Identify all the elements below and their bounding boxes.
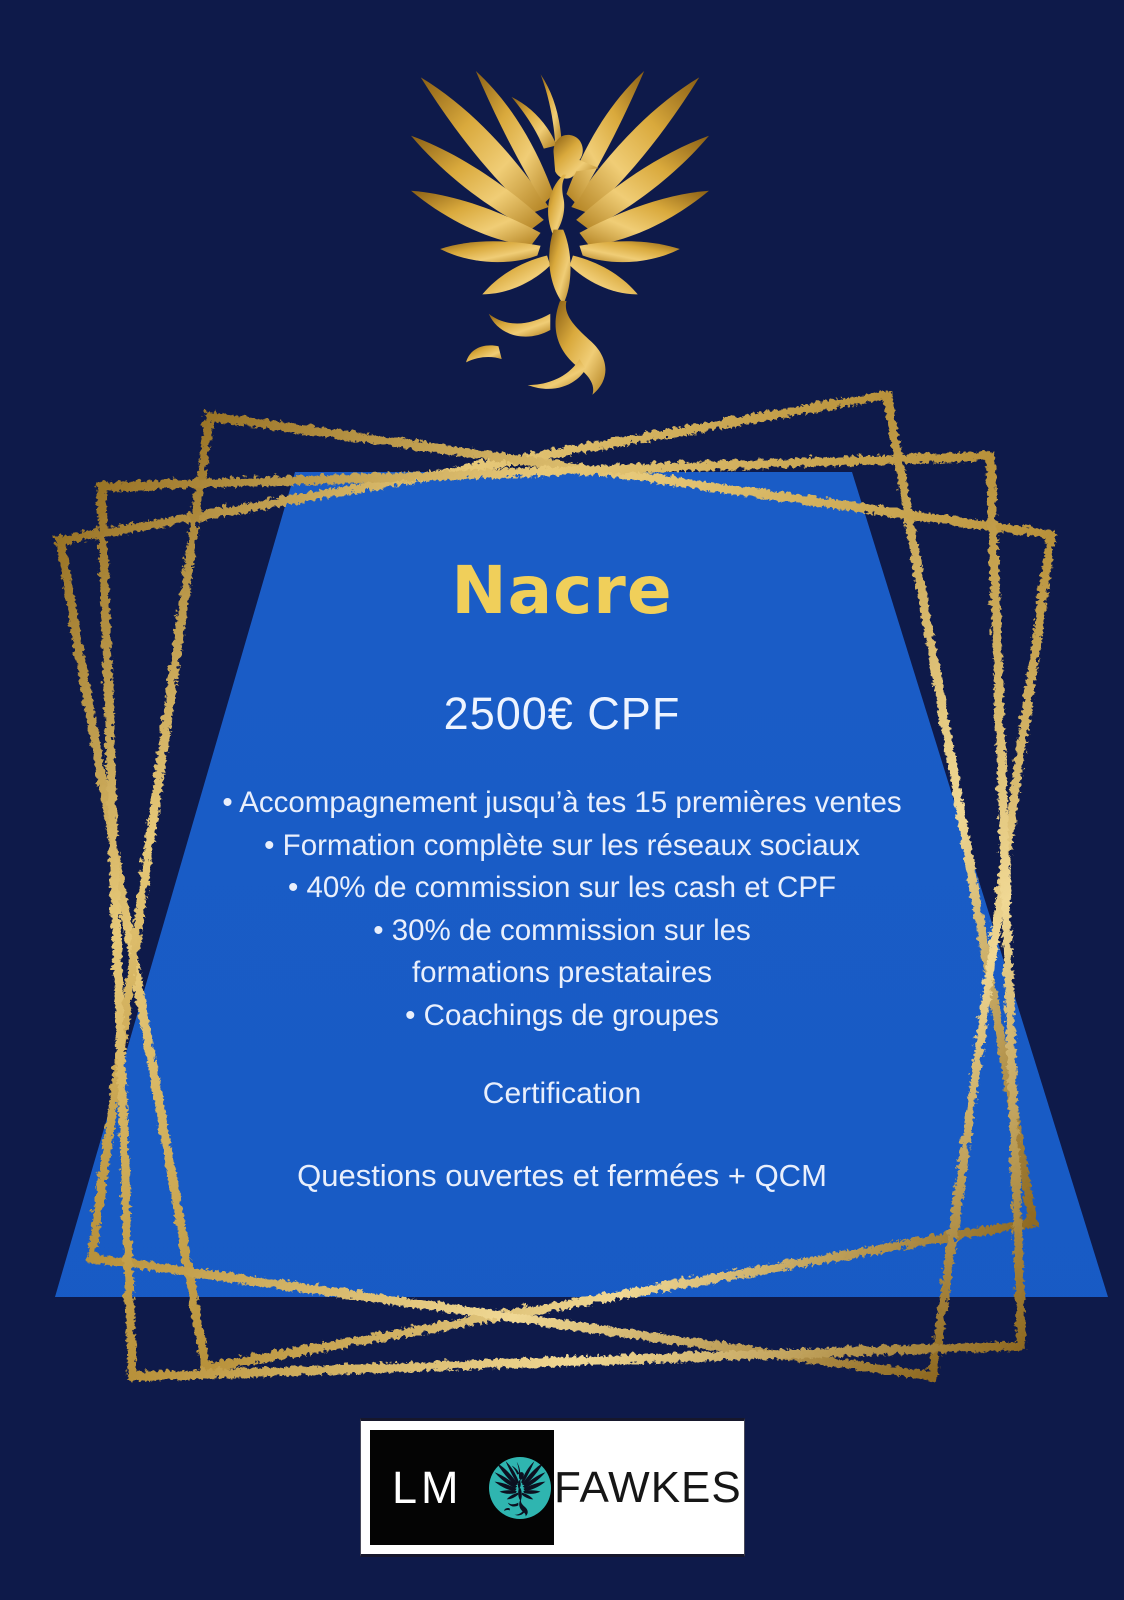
logo-white-panel [554,1430,742,1545]
list-item: • 30% de commission sur les [373,913,751,947]
price-label: 2500€ CPF [443,688,681,739]
logo-text-lm: LM [392,1461,463,1513]
brand-logo-inner [370,1430,742,1545]
logo-black-panel [370,1430,554,1545]
logo-text-fawkes: FAWKES [554,1462,742,1512]
phoenix-icon [491,1459,549,1517]
page-title: Nacre [451,552,673,629]
benefits-list [0,782,1124,1037]
certification-label: Certification [482,1077,642,1110]
exam-type-label: Questions ouvertes et fermées + QCM [297,1158,827,1193]
list-item: • 40% de commission sur les cash et CPF [287,871,837,904]
list-item: • Accompagnement jusqu’à tes 15 premières ventes [222,786,902,819]
phoenix-icon [388,58,732,398]
logo-teal-circle [489,1457,551,1519]
list-item: • Coachings de groupes [405,998,719,1032]
brand-logo [360,1418,745,1557]
list-item: • Formation complète sur les réseaux sociaux [264,828,860,862]
list-item: formations prestataires [411,956,713,989]
